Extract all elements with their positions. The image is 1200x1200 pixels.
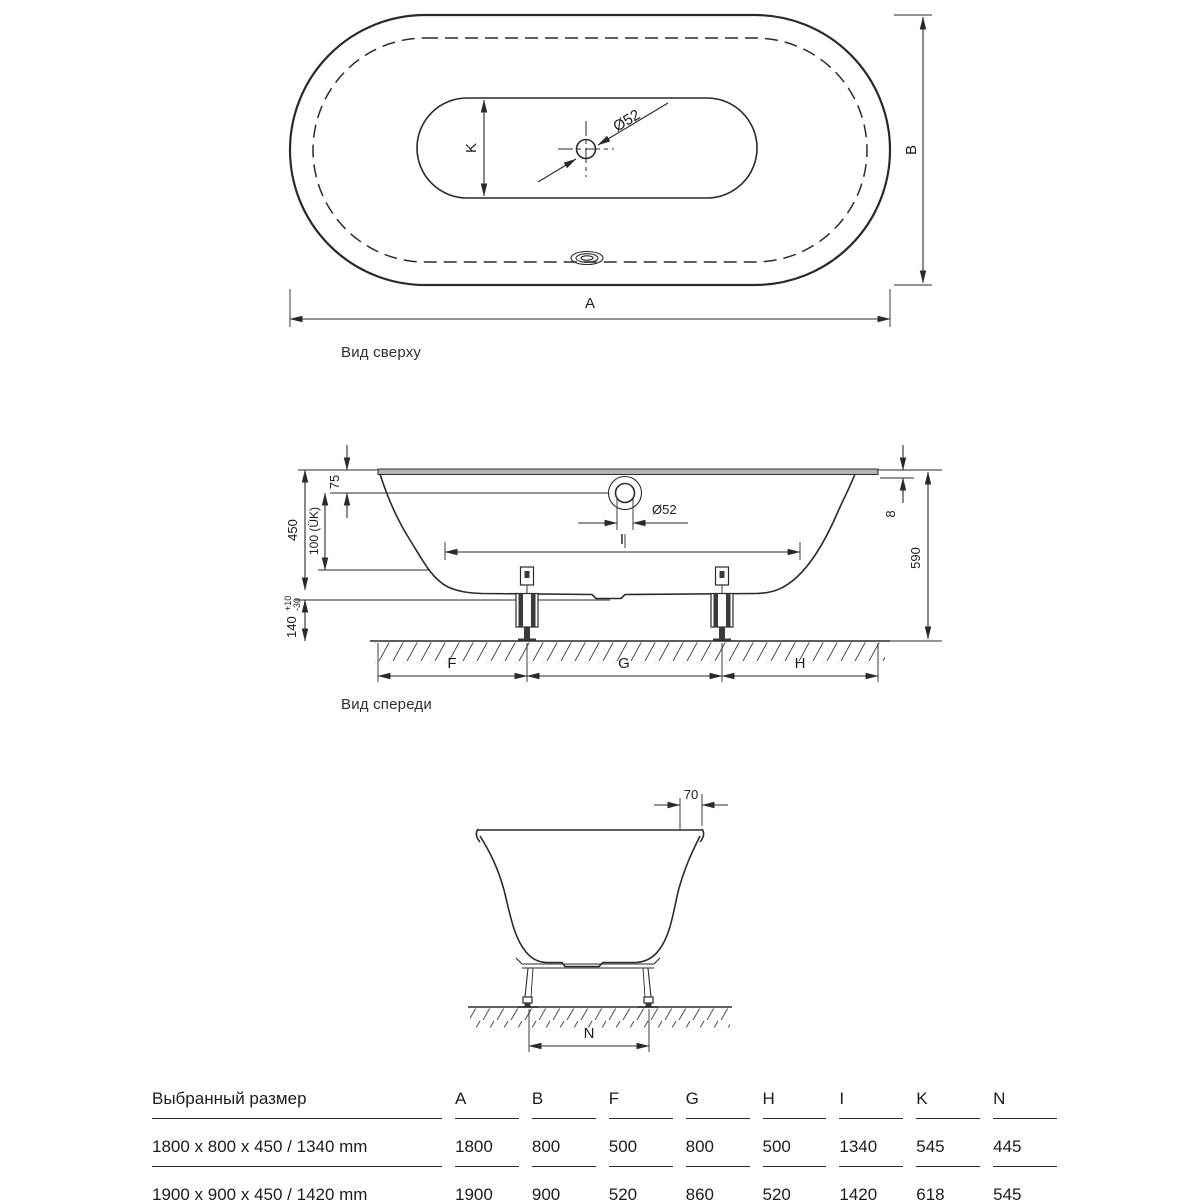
table-col-header-g: G [686, 1084, 750, 1119]
row-size-label: 1800 x 800 x 450 / 1340 mm [152, 1132, 442, 1167]
dim-label-75: 75 [327, 474, 342, 490]
dimension-8 [878, 445, 942, 518]
top-view-label: Вид сверху [341, 344, 422, 361]
dim-label-140-tol-plus: +10 [283, 595, 293, 611]
dimension-i [445, 531, 800, 560]
dim-label-i: I [619, 531, 625, 548]
row-value: 1420 [839, 1180, 903, 1200]
row-value: 618 [916, 1180, 980, 1200]
rim-dashed-line [313, 38, 867, 262]
adjustable-foot-left [516, 567, 538, 641]
table-col-header-b: B [532, 1084, 596, 1119]
dim-label-a: A [584, 295, 596, 312]
dimension-75 [327, 445, 347, 518]
dim-label-140: 140 [284, 616, 299, 638]
drain-diameter-label: Ø52 [610, 106, 644, 136]
front-view-drawing [280, 430, 950, 690]
size-table [152, 1084, 1057, 1200]
drain-symbol [538, 103, 668, 182]
overflow-diameter-label: Ø52 [652, 502, 677, 517]
dimension-100 [307, 493, 325, 570]
row-value: 520 [609, 1180, 673, 1200]
row-value: 1340 [839, 1132, 903, 1167]
side-view-drawing [440, 780, 760, 1070]
table-col-header-h: H [763, 1084, 827, 1119]
rim-edge [378, 469, 878, 475]
row-value: 1800 [455, 1132, 519, 1167]
table-header-size: Выбранный размер [152, 1084, 442, 1119]
dim-label-100: 100 (ÜK) [307, 506, 321, 556]
dimension-450 [285, 470, 305, 590]
dimension-70 [654, 787, 728, 830]
overflow-symbol-front [578, 477, 688, 549]
row-value: 445 [993, 1132, 1057, 1167]
row-value: 545 [993, 1180, 1057, 1200]
table-col-header-a: A [455, 1084, 519, 1119]
row-size-label: 1900 x 900 x 450 / 1420 mm [152, 1180, 442, 1200]
row-value: 500 [763, 1132, 827, 1167]
row-value: 500 [609, 1132, 673, 1167]
dim-label-h: H [794, 655, 806, 672]
dim-label-140-tol-minus: -30 [292, 597, 302, 611]
dim-label-b: B [903, 144, 920, 156]
table-header-row [152, 1084, 1057, 1119]
floor-line-side [468, 1007, 732, 1028]
adjustable-foot-right [711, 567, 733, 641]
table-col-header-n: N [993, 1084, 1057, 1119]
tub-front-outline [378, 469, 878, 599]
table-col-header-f: F [609, 1084, 673, 1119]
row-value: 545 [916, 1132, 980, 1167]
table-row [152, 1132, 1057, 1167]
dimension-b [894, 15, 932, 285]
row-value: 860 [686, 1180, 750, 1200]
top-view-drawing [270, 0, 950, 340]
dimension-590 [890, 472, 942, 641]
front-view-label: Вид спереди [341, 696, 432, 713]
row-value: 1900 [455, 1180, 519, 1200]
dimension-a [290, 289, 890, 327]
table-col-header-i: I [839, 1084, 903, 1119]
reference-lines [295, 470, 610, 600]
dim-label-f: F [447, 655, 457, 672]
dim-label-g: G [618, 655, 630, 672]
dim-label-590: 590 [908, 547, 923, 569]
row-value: 520 [763, 1180, 827, 1200]
support-frame [516, 958, 660, 1007]
row-value: 800 [686, 1132, 750, 1167]
row-value: 800 [532, 1132, 596, 1167]
tub-section-outline [476, 829, 703, 967]
dim-label-k: K [463, 142, 480, 154]
dim-label-450: 450 [285, 519, 300, 541]
dimension-140 [283, 596, 305, 641]
table-col-header-k: K [916, 1084, 980, 1119]
dim-label-70: 70 [683, 787, 699, 802]
tub-top-outline [290, 15, 890, 285]
overflow-symbol-top [571, 252, 603, 265]
row-value: 900 [532, 1180, 596, 1200]
table-row [152, 1180, 1057, 1200]
dim-label-n: N [583, 1025, 595, 1042]
dimension-k [463, 100, 484, 196]
dim-label-8: 8 [883, 510, 898, 518]
